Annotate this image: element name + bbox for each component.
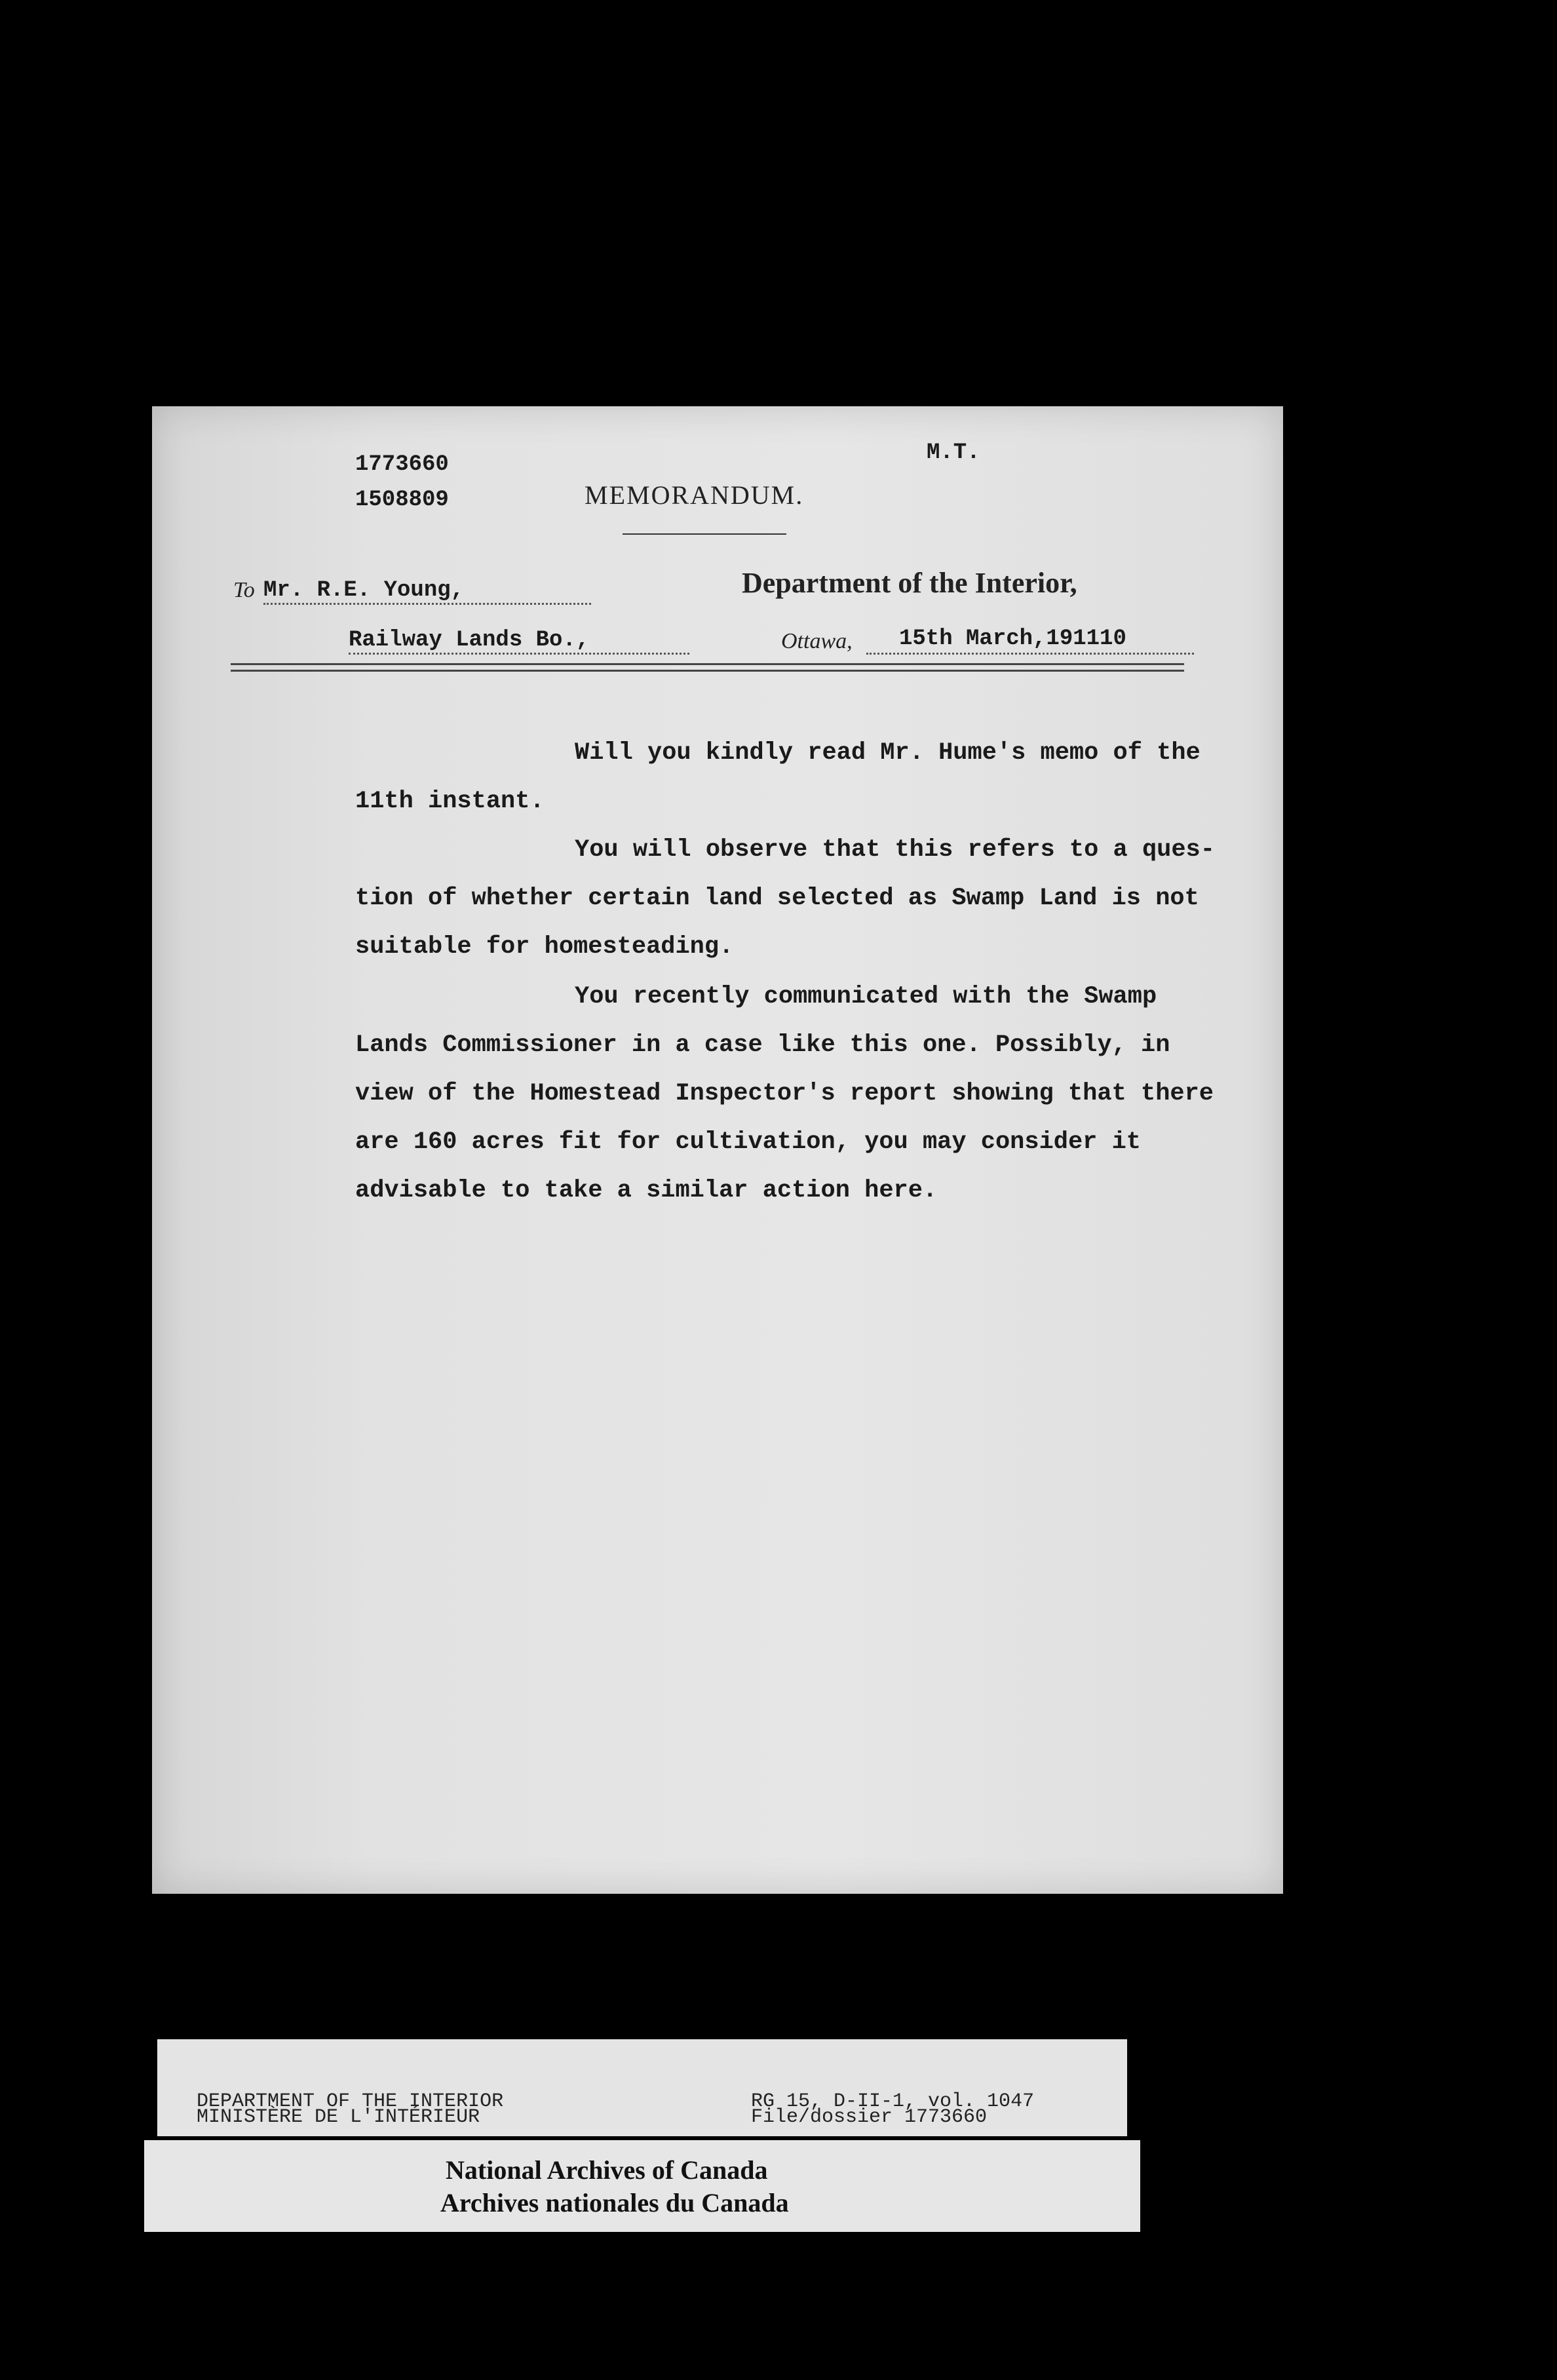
- place: Ottawa,: [781, 629, 853, 653]
- to-prefix: To: [233, 578, 255, 602]
- body-line-10: advisable to take a similar action here.: [355, 1177, 938, 1204]
- body-line-1: Will you kindly read Mr. Hume's memo of the: [575, 739, 1201, 767]
- department-en: DEPARTMENT OF THE INTERIOR: [197, 2090, 504, 2113]
- archive-reference-label: [157, 2039, 1127, 2136]
- file-number-1: 1773660: [355, 452, 449, 477]
- recipient-office: Railway Lands Bo.,: [349, 628, 590, 653]
- header-rule-top: [231, 663, 1184, 665]
- office-line: [349, 653, 689, 655]
- body-line-5: suitable for homesteading.: [355, 933, 734, 961]
- body-line-6: You recently communicated with the Swamp: [575, 983, 1157, 1010]
- recipient-line: [263, 603, 591, 605]
- department-heading: Department of the Interior,: [742, 567, 1077, 599]
- department-fr: MINISTÈRE DE L'INTÉRIEUR: [197, 2106, 480, 2128]
- recipient-name: Mr. R.E. Young,: [263, 578, 465, 603]
- archives-name-en: National Archives of Canada: [446, 2155, 768, 2185]
- memo-heading: MEMORANDUM.: [585, 480, 804, 510]
- heading-rule: [623, 533, 786, 535]
- body-line-8: view of the Homestead Inspector's report showing that there: [355, 1080, 1214, 1107]
- body-line-4: tion of whether certain land selected as Swamp Land is not: [355, 885, 1199, 912]
- archives-name-fr: Archives nationales du Canada: [440, 2188, 789, 2217]
- record-group-reference: RG 15, D-II-1, vol. 1047: [751, 2090, 1035, 2113]
- memo-page: [152, 406, 1283, 1894]
- body-line-2: 11th instant.: [355, 788, 545, 815]
- body-line-3: You will observe that this refers to a ques-: [575, 836, 1215, 864]
- body-line-7: Lands Commissioner in a case like this one. Possibly, in: [355, 1031, 1170, 1059]
- file-reference: File/dossier 1773660: [751, 2106, 988, 2128]
- header-rule-bottom: [231, 670, 1184, 672]
- initials: M.T.: [927, 440, 980, 465]
- file-number-2: 1508809: [355, 488, 449, 512]
- date-line: [866, 653, 1194, 655]
- memo-date: 15th March,191110: [899, 626, 1126, 651]
- archives-stamp: [144, 2140, 1140, 2232]
- body-line-9: are 160 acres fit for cultivation, you may consider it: [355, 1128, 1141, 1156]
